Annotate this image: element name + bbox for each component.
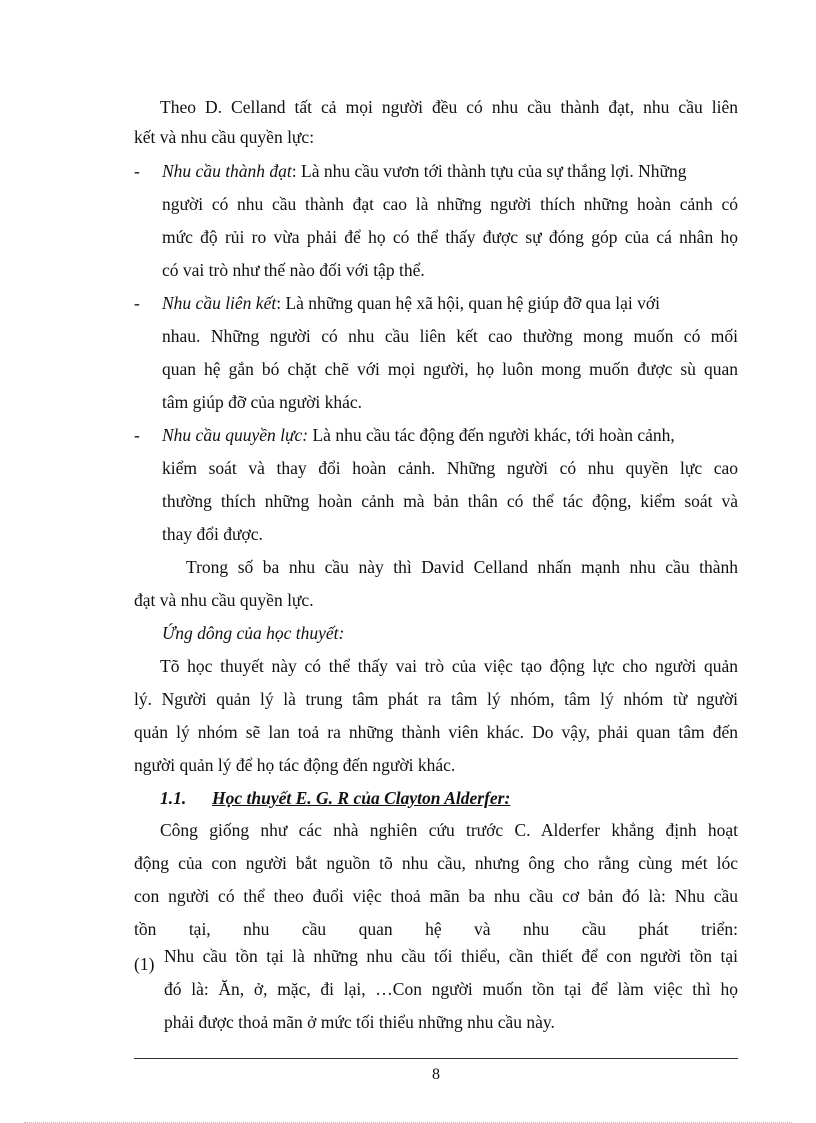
bullet-term: Nhu cầu quuyền lực: [162,425,309,445]
bullet-line: người có nhu cầu thành đạt cao là những người thích những hoàn cảnh có [162,194,738,214]
bullet-first-line [162,160,738,182]
bullet-line: có vai trò như thế nào đối với tập thể. [162,260,425,280]
footer-divider [134,1058,738,1059]
list-item-line: Nhu cầu tồn tại là những nhu cầu tối thiểu, cần thiết để con người tồn tại [164,946,738,966]
bullet-line: tâm giúp đỡ của người khác. [162,392,363,412]
bullet-dash: - [134,293,140,313]
paragraph-line: người quản lý để họ tác động đến người khác. [134,755,456,775]
section-colon: : [504,788,511,808]
paragraph-line: quản lý nhóm sẽ lan toả ra những thành viên khác. Do vậy, phải quan tâm đến [134,722,738,742]
paragraph-line: Trong số ba nhu cầu này thì David Celland nhấn mạnh nhu cầu thành [186,557,738,577]
paragraph-line: Theo D. Celland tất cả mọi người đều có nhu cầu thành đạt, nhu cầu liên [160,97,738,117]
bullet-dash: - [134,161,140,181]
subheading: Ứng dông của học thuyết: [162,623,345,643]
paragraph-line: con người có thể theo đuổi việc thoả mãn ba nhu cầu cơ bản đó là: Nhu cầu [134,886,738,906]
bullet-line: mức độ rủi ro vừa phải để họ có thể thấy được sự đóng góp của cá nhân họ [162,227,738,247]
bullet-text: Là nhu cầu vươn tới thành tựu của sự thắng lợi. Những [296,161,687,181]
bullet-first-line [162,424,738,446]
bullet-text: Là những quan hệ xã hội, quan hệ giúp đỡ qua lại với [281,293,660,313]
paragraph-line: kết và nhu cầu quyền lực: [134,127,315,147]
bullet-term: Nhu cầu liên kết [162,293,277,313]
bullet-term: Nhu cầu thành đạt [162,161,292,181]
paragraph-line: động của con người bắt nguồn tõ nhu cầu, nhưng ông cho rằng cùng mét lóc [134,853,738,873]
section-number: 1.1. [160,788,187,808]
paragraph-line: tồn tại, nhu cầu quan hệ và nhu cầu phát triển: [134,919,738,939]
bullet-line: quan hệ gắn bó chặt chẽ với mọi người, họ luôn mong muốn được sù quan [162,359,738,379]
list-item-line: đó là: Ăn, ở, mặc, đi lại, …Con người muốn tồn tại để làm việc thì họ [164,979,738,999]
paragraph-line: đạt và nhu cầu quyền lực. [134,590,314,610]
list-marker: (1) [134,954,155,974]
bullet-line: kiểm soát và thay đổi hoàn cảnh. Những người có nhu quyền lực cao [162,458,738,478]
bullet-sep: : [276,293,282,313]
page-number: 8 [432,1066,440,1083]
section-title [212,788,510,809]
bullet-sep: : [291,161,297,181]
paragraph-line: Công giống như các nhà nghiên cứu trước C. Alderfer khẳng định hoạt [160,820,738,840]
bullet-dash: - [134,425,140,445]
section-title-text: Học thuyết E. G. R của Clayton Alderfer [212,788,505,808]
bullet-line: thường thích những hoàn cảnh mà bản thân có thể tác động, kiểm soát và [162,491,738,511]
paragraph-line: lý. Người quản lý là trung tâm phát ra tâm lý nhóm, tâm lý nhóm từ người [134,689,738,709]
bullet-line: nhau. Những người có nhu cầu liên kết cao thường mong muốn có mối [162,326,738,346]
bullet-first-line [162,292,738,314]
paragraph-line: Tõ học thuyết này có thể thấy vai trò của việc tạo động lực cho người quản [160,656,738,676]
bullet-text: Là nhu cầu tác động đến người khác, tới hoàn cảnh, [308,425,675,445]
list-item-line: phải được thoả mãn ở mức tối thiểu những nhu cầu này. [164,1012,555,1032]
bullet-line: thay đổi được. [162,524,263,544]
